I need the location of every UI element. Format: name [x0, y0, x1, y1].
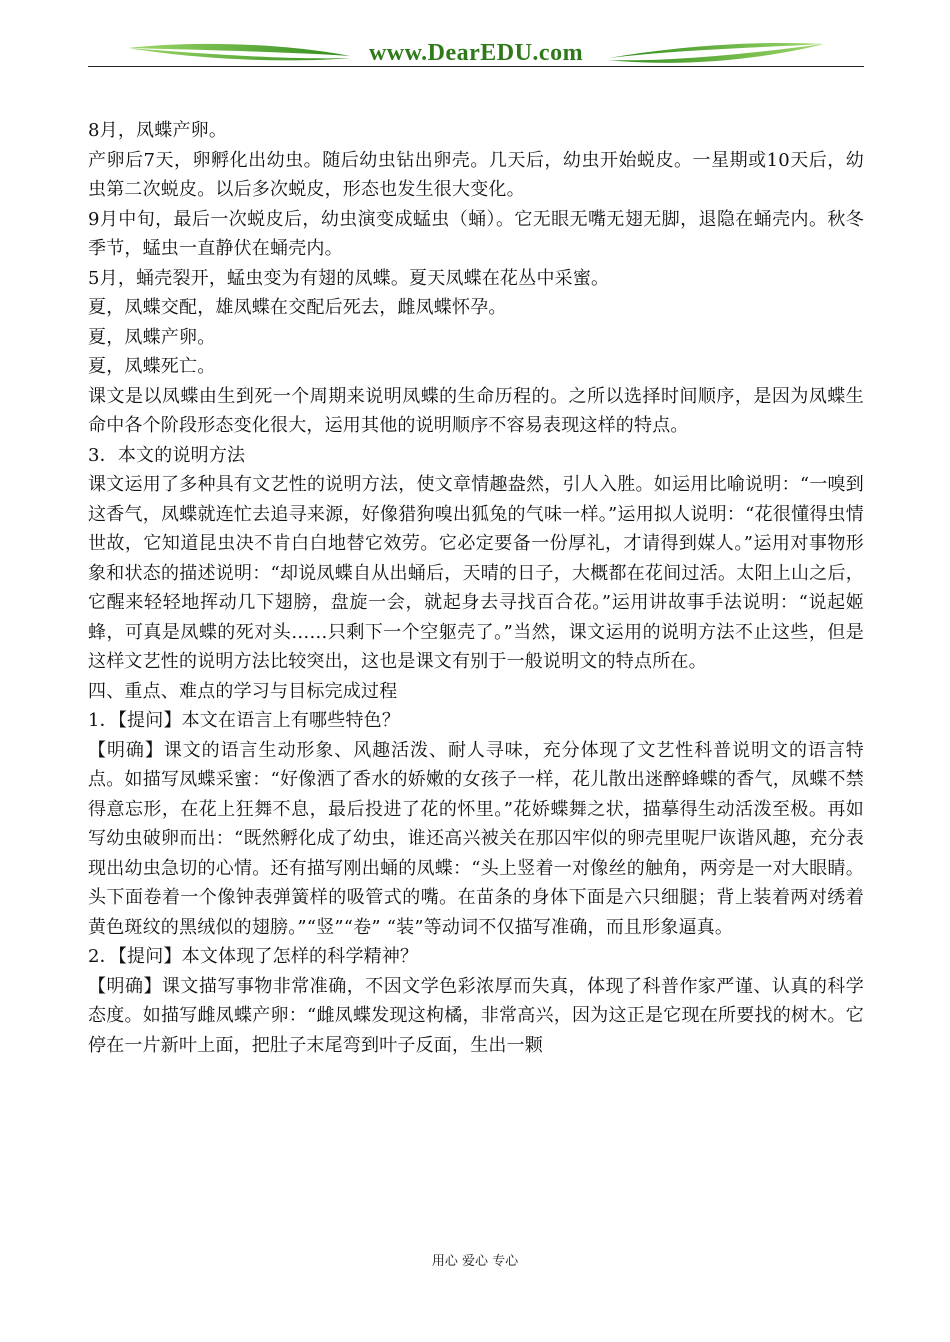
- question-heading: 2．【提问】本文体现了怎样的科学精神？: [88, 946, 419, 967]
- paragraph: 夏，凤蝶死亡。: [88, 356, 216, 377]
- paragraph: 课文是以凤蝶由生到死一个周期来说明凤蝶的生命历程的。之所以选择时间顺序，是因为凤蝶生命中各个阶段形态变化很大，运用其他的说明顺序不容易表现这样的特点。: [88, 385, 864, 436]
- paragraph: 夏，凤蝶交配，雄凤蝶在交配后死去，雌凤蝶怀孕。: [88, 297, 507, 318]
- section-heading: 3．本文的说明方法: [88, 444, 246, 466]
- page-footer: 用心 爱心 专心: [431, 1254, 519, 1269]
- paragraph: 5月，蛹壳裂开，蜢虫变为有翅的凤蝶。夏天凤蝶在花丛中采蜜。: [88, 267, 610, 289]
- paragraph: 【明确】课文的语言生动形象、风趣活泼、耐人寻味，充分体现了文艺性科普说明文的语言特点。如描写凤蝶采蜜：“好像洒了香水的娇嫩的女孩子一样，花儿散出迷醉蜂蝶的香气，凤蝶不禁得意忘形，在花上狂舞不息，最后投进了花的怀里。”花娇蝶舞之状，描摹得生动活泼至极。再如写幼虫破卵而出：“既然孵化成了幼虫，谁还高兴被关在那囚牢似的卵壳里呢尸诙谐风趣，充分表现出幼虫急切的心情。还有描写刚出蛹的凤蝶：“头上竖着一对像丝的触角，两旁是一对大眼睛。头下面卷着一个像钟表弹簧样的吸管式的嘴。在苗条的身体下面是六只细腿；背上装着两对绣着黄色斑纹的黑绒似的翅膀。”“竖”“卷” “装”等动词不仅描写准确，而且形象逼真。: [88, 739, 864, 938]
- question-heading: 1．【提问】本文在语言上有哪些特色？: [88, 710, 401, 731]
- document-body: [88, 116, 864, 1060]
- paragraph: 夏，凤蝶产卵。: [88, 326, 216, 348]
- site-header: [88, 34, 864, 70]
- paragraph: 【明确】课文描写事物非常准确，不因文学色彩浓厚而失真，体现了科普作家严谨、认真的科学态度。如描写雌凤蝶产卵：“雌凤蝶发现这枸橘，非常高兴，因为这正是它现在所要找的树木。它停在一片新叶上面，把肚子末尾弯到叶子反面，生出一颗: [88, 975, 864, 1056]
- paragraph: 8月，凤蝶产卵。: [88, 120, 228, 141]
- paragraph: 9月中旬，最后一次蜕皮后，幼虫演变成蜢虫（蛹）。它无眼无嘴无翅无脚，退隐在蛹壳内。秋冬季节，蜢虫一直静伏在蛹壳内。: [88, 208, 864, 259]
- header-divider: [88, 66, 864, 67]
- paragraph: 课文运用了多种具有文艺性的说明方法，使文章情趣盎然，引人入胜。如运用比喻说明：“一嗅到这香气，凤蝶就连忙去追寻来源，好像猎狗嗅出狐兔的气味一样。”运用拟人说明：“花很懂得虫情世故，它知道昆虫决不肯白白地替它效劳。它必定要备一份厚礼，才请得到媒人。”运用对事物形象和状态的描述说明：“却说凤蝶自从出蛹后，天晴的日子，大概都在花间过活。太阳上山之后，它醒来轻轻地挥动几下翅膀，盘旋一会，就起身去寻找百合花。”运用讲故事手法说明：“说起姬蜂，可真是凤蝶的死对头……只剩下一个空躯壳了。”当然，课文运用的说明方法不止这些，但是这样文艺性的说明方法比较突出，这也是课文有别于一般说明文的特点所在。: [88, 474, 864, 672]
- paragraph: 产卵后7天，卵孵化出幼虫。随后幼虫钻出卵壳。几天后，幼虫开始蜕皮。一星期或10天后，幼虫第二次蜕皮。以后多次蜕皮，形态也发生很大变化。: [88, 149, 864, 200]
- site-logo-text[interactable]: www.DearEDU.com: [368, 40, 584, 66]
- section-heading: 四、重点、难点的学习与目标完成过程: [88, 680, 398, 702]
